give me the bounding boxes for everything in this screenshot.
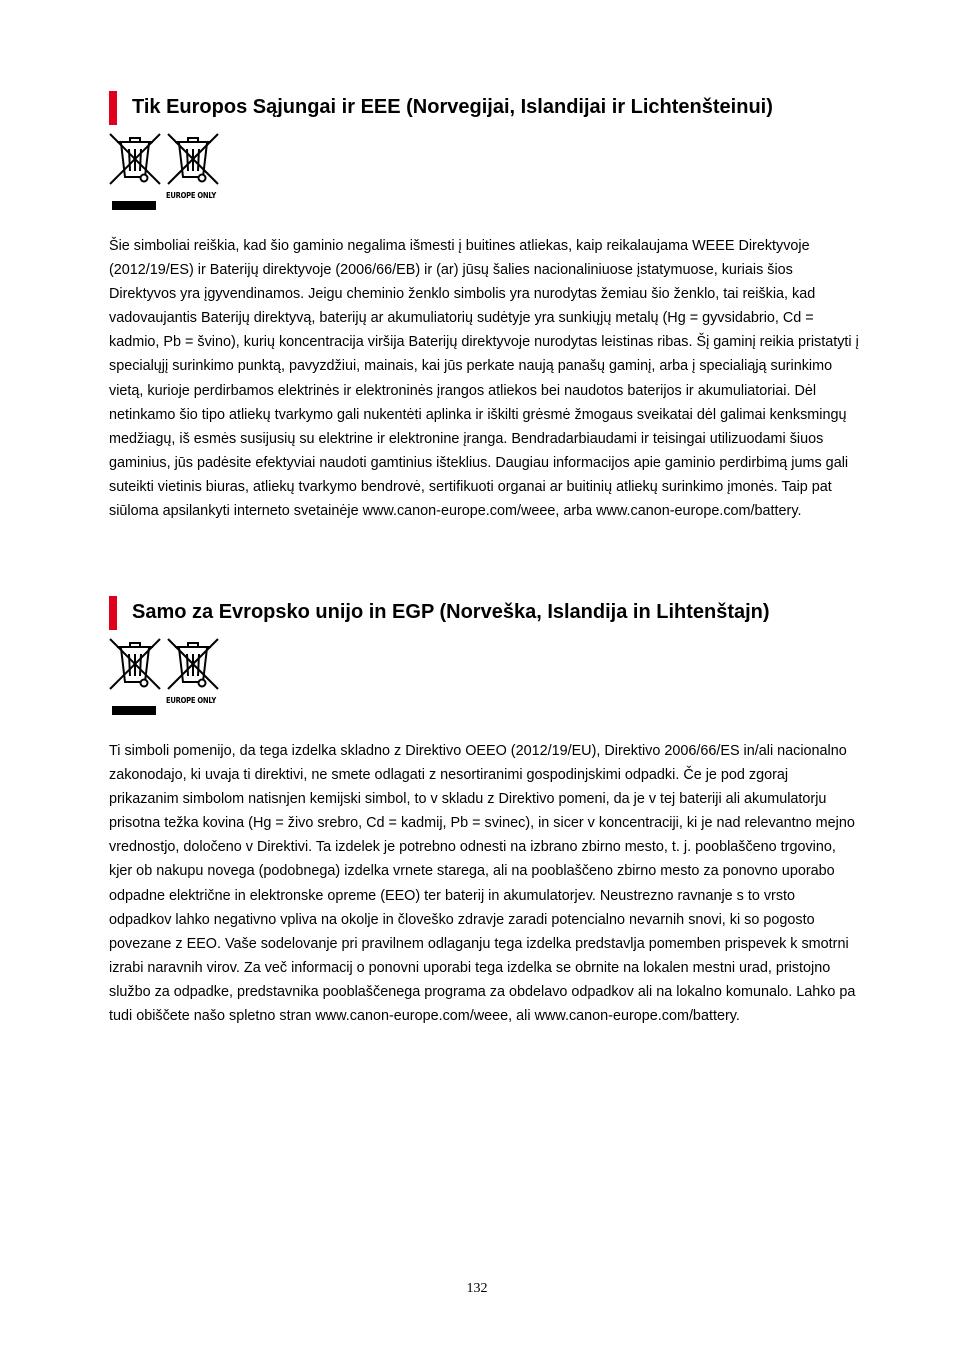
heading-accent-bar: [109, 91, 117, 125]
section-body: Ti simboli pomenijo, da tega izdelka skladno z Direktivo OEEO (2012/19/EU), Direktivo 2006/66/ES in/ali nacionalno zakonodajo, ki uvaja ti direktivi, ne smete odlagati z nesortiranimi gospodinjskimi odpadki. Če je pod zgoraj prikazanim simbolom natisnjen kemijski simbol, to v skladu z Direktivo pomeni, da je v tej bateriji ali akumulatorju prisotna težka kovina (Hg = živo srebro, Cd = kadmij, Pb = svinec), in sicer v koncentraciji, ki je nad relevantno mejno vrednostjo, določeno v Direktivi. Ta izdelek je potrebno odnesti na izbrano zbirno mesto, t. j. pooblaščeno trgovino, kjer ob nakupu novega (podobnega) izdelka vrnete starega, ali na pooblaščeno zbirno mesto za ponovno uporabo odpadne električne in elektronske opreme (EEO) ter baterij in akumulatorjev. Neustrezno ravnanje s to vrsto odpadkov lahko negativno vpliva na okolje in človeško zdravje zaradi potencialno nevarnih snovi, ki so pogosto povezane z EEO. Vaše sodelovanje pri pravilnem odlaganju tega izdelka predstavlja pomemben prispevek k smotrni izrabi naravnih virov. Za več informacij o ponovni uporabi tega izdelka se obrnite na lokalen mestni urad, pristojno službo za odpadke, predstavnika pooblaščenega programa za obdelavo odpadkov ali na lokalno komunalo. Lahko pa tudi obiščete našo spletno stran www.canon-europe.com/weee, ali www.canon-europe.com/battery.: [109, 743, 856, 1025]
weee-symbols: [109, 133, 869, 213]
weee-symbols: [109, 638, 869, 718]
section-title: Tik Europos Sąjungai ir EEE (Norvegijai, Islandijai ir Lichtenšteinui): [132, 96, 773, 118]
page-number: 132: [466, 1281, 488, 1296]
section-slovenian: [109, 596, 869, 1028]
section-body: Šie simboliai reiškia, kad šio gaminio negalima išmesti į buitines atliekas, kaip reikalaujama WEEE Direktyvoje (2012/19/ES) ir Baterijų direktyvoje (2006/66/EB) ir (ar) jūsų šalies nacionaliniuose įstatymuose, kuriais šios Direktyvos yra įgyvendinamos. Jeigu cheminio ženklo simbolis yra nurodytas žemiau šio ženklo, tai reiškia, kad vadovaujantis Baterijų direktyvą, baterijų ar akumuliatorių sudėtyje yra sunkiųjų metalų (Hg = gyvsidabrio, Cd = kadmio, Pb = švino), kurių koncentracija viršija Baterijų direktyvoje nurodytas leistinas ribas. Šį gaminį reikia pristatyti į specialųjį surinkimo punktą, pavyzdžiui, mainais, kai jūs perkate naują panašų gaminį, arba į specialiąją surinkimo vietą, kurioje perdirbamos elektrinės ir elektroninės įrangos atliekos bei naudotos baterijos ir akumuliatoriai. Dėl netinkamo šio tipo atliekų tvarkymo gali nukentėti aplinka ir iškilti grėsmė žmogaus sveikatai dėl galimai kenksmingų medžiagų, iš esmės susijusių su elektrine ir elektronine įranga. Bendradarbiaudami ir teisingai utilizuodami šiuos gaminius, jūs padėsite efektyviai naudoti gamtinius išteklius. Daugiau informacijos apie gaminio perdirbimą jums gali suteikti vietinis biuras, atliekų tvarkymo bendrovė, sertifikuoti organai ar buitinių atliekų surinkimo įmonės. Taip pat siūloma apsilankyti interneto svetainėje www.canon-europe.com/weee, arba www.canon-europe.com/battery.: [109, 238, 859, 520]
crossed-out-bin-icon: [109, 133, 229, 213]
section-heading: [109, 91, 869, 125]
europe-only-label: EUROPE ONLY: [166, 191, 217, 200]
section-lithuanian: [109, 91, 869, 523]
section-heading: [109, 596, 869, 630]
europe-only-label: EUROPE ONLY: [166, 696, 217, 705]
heading-accent-bar: [109, 596, 117, 630]
section-title: Samo za Evropsko unijo in EGP (Norveška, Islandija in Lihtenštajn): [132, 601, 770, 623]
crossed-out-bin-icon: [109, 638, 229, 718]
